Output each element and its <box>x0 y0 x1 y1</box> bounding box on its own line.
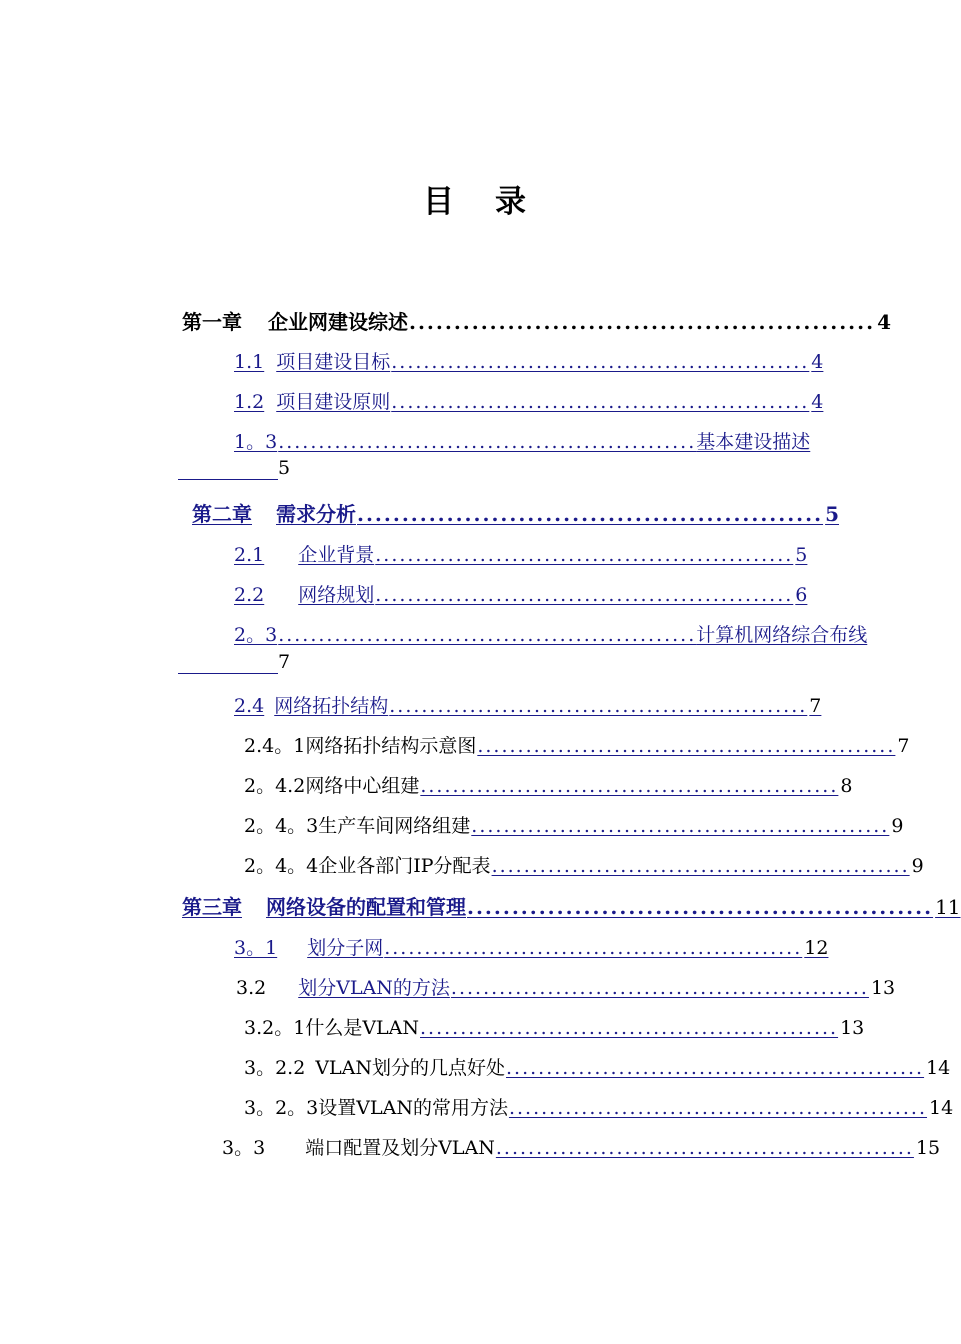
toc-entry-3-2-3[interactable] <box>244 1092 954 1120</box>
toc-entry-2-4-1[interactable] <box>244 730 910 758</box>
entry-page: 14 <box>929 1097 954 1119</box>
entry-number: 1.1 <box>234 351 265 373</box>
underline-rule <box>178 461 278 480</box>
entry-title: 网络设备的配置和管理 <box>266 895 466 919</box>
entry-page: 4 <box>811 351 824 373</box>
entry-leader: .................................................... <box>278 624 697 646</box>
entry-leader: .................................................... <box>391 391 810 413</box>
entry-page: 14 <box>926 1057 951 1079</box>
toc-entry-2-3-page-line <box>178 650 290 676</box>
toc-entry-chapter-3[interactable] <box>182 891 961 919</box>
entry-page: 5 <box>795 544 808 566</box>
entry-number: 2.4。1 <box>244 735 306 757</box>
toc-entry-1-3[interactable] <box>234 426 811 454</box>
entry-title: 项目建设原则 <box>276 391 391 413</box>
toc-entry-2-4[interactable] <box>234 690 822 718</box>
entry-title: 企业网建设综述 <box>268 310 408 334</box>
entry-number: 1。3 <box>234 431 278 453</box>
entry-page: 15 <box>915 1137 941 1159</box>
toc-entry-2-2[interactable] <box>234 579 806 607</box>
entry-title: 网络拓扑结构 <box>274 695 389 717</box>
toc-entry-3-2-2[interactable] <box>244 1052 951 1080</box>
entry-title: 需求分析 <box>276 502 356 526</box>
entry-leader: .................................................... <box>384 937 803 959</box>
entry-leader: .................................................... <box>477 735 896 757</box>
entry-page: 7 <box>897 735 910 757</box>
toc-entry-1-2[interactable] <box>234 386 824 414</box>
entry-title: 网络拓扑结构示意图 <box>305 735 477 757</box>
toc-entry-1-1[interactable] <box>234 346 824 374</box>
toc-entry-2-4-4[interactable] <box>244 850 924 878</box>
entry-title: 网络规划 <box>298 584 375 606</box>
title-char-1: 目 <box>423 184 455 220</box>
entry-page: 6 <box>795 584 808 606</box>
entry-title: 基本建设描述 <box>696 431 811 453</box>
toc-entry-2-3[interactable] <box>234 619 868 647</box>
entry-page: 9 <box>911 855 924 877</box>
entry-title: 项目建设目标 <box>276 351 391 373</box>
entry-leader: .................................................... <box>491 855 910 877</box>
entry-leader: .................................................... <box>420 1017 839 1039</box>
entry-title: 端口配置及划分VLAN <box>305 1137 495 1159</box>
toc-entry-3-2-1[interactable] <box>244 1012 865 1040</box>
entry-leader: .................................................... <box>506 1057 925 1079</box>
toc-entry-chapter-1[interactable] <box>182 306 891 334</box>
entry-page: 12 <box>804 937 829 959</box>
entry-leader: .................................................... <box>467 895 934 919</box>
entry-leader: .................................................... <box>391 351 810 373</box>
title-char-2: 录 <box>495 184 527 220</box>
entry-title: 划分VLAN的方法 <box>298 977 450 999</box>
entry-page: 5 <box>825 502 839 526</box>
entry-number: 第二章 <box>192 502 252 526</box>
toc-title <box>0 176 950 221</box>
entry-number: 第三章 <box>182 895 242 919</box>
entry-number: 3。2。3 <box>244 1097 319 1119</box>
entry-page: 5 <box>278 457 291 479</box>
entry-title: 设置VLAN的常用方法 <box>318 1097 508 1119</box>
entry-title: 网络中心组建 <box>305 775 420 797</box>
entry-number: 3。1 <box>234 937 278 959</box>
entry-leader: .................................................... <box>357 502 824 526</box>
entry-leader: .................................................... <box>278 431 697 453</box>
entry-leader: .................................................... <box>389 695 808 717</box>
toc-entry-2-4-2[interactable] <box>244 770 853 798</box>
entry-page: 8 <box>840 775 853 797</box>
entry-leader: .................................................... <box>508 1097 928 1119</box>
entry-page: 9 <box>891 815 904 837</box>
entry-title: 企业各部门IP分配表 <box>318 855 491 877</box>
entry-title: VLAN划分的几点好处 <box>315 1057 505 1079</box>
toc-entry-2-1[interactable] <box>234 539 806 567</box>
entry-page: 11 <box>935 895 961 919</box>
entry-number: 3.2。1 <box>244 1017 306 1039</box>
entry-page: 4 <box>811 391 824 413</box>
entry-leader: .................................................... <box>375 544 794 566</box>
entry-title: 计算机网络综合布线 <box>696 624 868 646</box>
entry-number: 2.1 <box>234 544 265 566</box>
entry-page: 7 <box>278 651 291 673</box>
toc-entry-chapter-2[interactable] <box>192 498 839 526</box>
entry-leader: .................................................... <box>409 310 876 334</box>
entry-page: 13 <box>840 1017 865 1039</box>
toc-entry-1-3-page-line <box>178 456 290 482</box>
entry-page: 7 <box>809 695 822 717</box>
entry-leader: .................................................... <box>450 977 869 999</box>
entry-number: 2.2 <box>234 584 265 606</box>
entry-number: 第一章 <box>182 310 242 334</box>
toc-entry-3-2[interactable] <box>236 972 896 1000</box>
entry-page: 4 <box>877 310 891 334</box>
toc-entry-3-1[interactable] <box>234 932 829 960</box>
entry-number: 2.4 <box>234 695 265 717</box>
entry-leader: .................................................... <box>375 584 794 606</box>
entry-title: 什么是VLAN <box>305 1017 419 1039</box>
toc-entry-3-3[interactable] <box>222 1132 941 1160</box>
underline-rule <box>178 655 278 674</box>
entry-title: 划分子网 <box>307 937 384 959</box>
entry-number: 2。3 <box>234 624 278 646</box>
entry-number: 1.2 <box>234 391 265 413</box>
entry-number: 3。2.2 <box>244 1057 306 1079</box>
entry-page: 13 <box>870 977 896 999</box>
entry-leader: .................................................... <box>420 775 839 797</box>
entry-number: 2。4。3 <box>244 815 319 837</box>
entry-number: 3.2 <box>236 977 267 999</box>
toc-entry-2-4-3[interactable] <box>244 810 904 838</box>
entry-number: 3。3 <box>222 1137 266 1159</box>
entry-title: 生产车间网络组建 <box>318 815 471 837</box>
entry-number: 2。4。4 <box>244 855 319 877</box>
entry-leader: .................................................... <box>471 815 890 837</box>
entry-number: 2。4.2 <box>244 775 306 797</box>
entry-title: 企业背景 <box>298 544 375 566</box>
entry-leader: .................................................... <box>495 1137 914 1159</box>
